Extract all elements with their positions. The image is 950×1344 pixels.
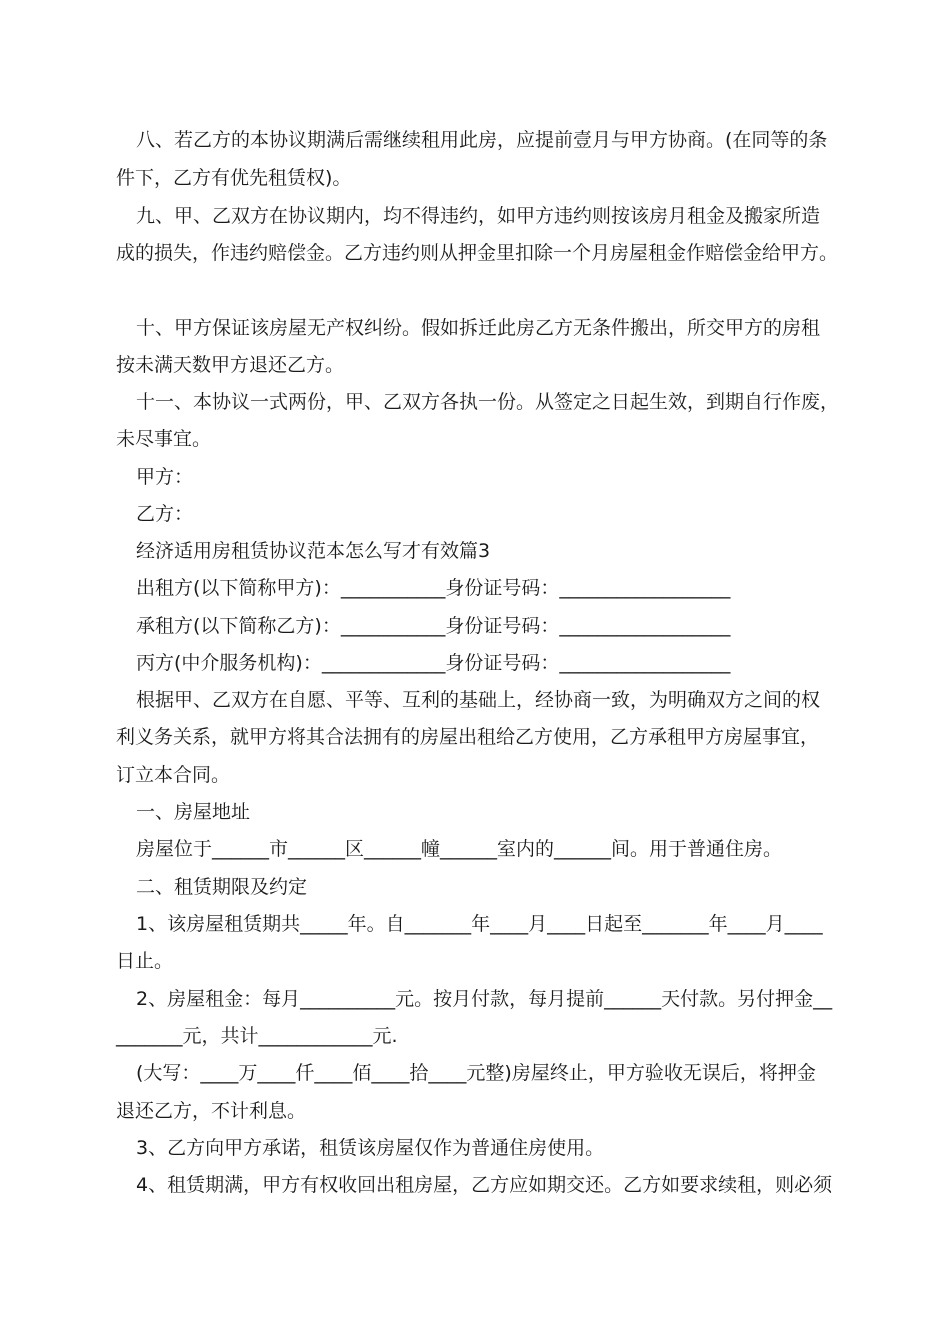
term-1-line-1: 1、该房屋租赁期共_____年。自_______年____月____日起至_______年____月____ <box>136 913 823 935</box>
clause-9-line-2: 成的损失，作违约赔偿金。乙方违约则从押金里扣除一个月房屋租金作赔偿金给甲方。 <box>116 242 839 264</box>
clause-11-line-2: 未尽事宜。 <box>116 428 212 450</box>
address-line: 房屋位于______市______区______幢______室内的______间。用于普通住房。 <box>136 838 783 860</box>
intro-line-3: 订立本合同。 <box>116 764 231 786</box>
intro-line-2: 利义务关系，就甲方将其合法拥有的房屋出租给乙方使用，乙方承租甲方房屋事宜， <box>116 726 820 748</box>
heading-lease-term: 二、租赁期限及约定 <box>136 876 308 898</box>
party-b-line: 承租方(以下简称乙方)：___________身份证号码：__________________ <box>136 615 731 637</box>
intro-line-1: 根据甲、乙双方在自愿、平等、互利的基础上，经协商一致，为明确双方之间的权 <box>136 689 821 711</box>
party-c-line: 丙方(中介服务机构)：_____________身份证号码：__________________ <box>136 652 731 674</box>
signature-party-a: 甲方： <box>136 466 194 488</box>
signature-party-b: 乙方： <box>136 503 194 525</box>
clause-10-line-1: 十、甲方保证该房屋无产权纠纷。假如拆迁此房乙方无条件搬出，所交甲方的房租 <box>136 317 821 339</box>
clause-10-line-2: 按未满天数甲方退还乙方。 <box>116 354 345 376</box>
term-2-line-4: 退还乙方，不计利息。 <box>116 1100 307 1122</box>
heading-house-address: 一、房屋地址 <box>136 801 251 823</box>
clause-8-line-2: 件下，乙方有优先租赁权)。 <box>116 167 352 189</box>
section-title: 经济适用房租赁协议范本怎么写才有效篇3 <box>136 540 491 562</box>
term-2-line-1: 2、房屋租金：每月__________元。按月付款，每月提前______天付款。另付押金__ <box>136 988 833 1010</box>
term-4-line-1: 4、租赁期满，甲方有权收回出租房屋，乙方应如期交还。乙方如要求续租，则必须 <box>136 1174 833 1196</box>
term-3-line: 3、乙方向甲方承诺，租赁该房屋仅作为普通住房使用。 <box>136 1137 605 1159</box>
party-a-line: 出租方(以下简称甲方)：___________身份证号码：__________________ <box>136 577 731 599</box>
clause-9-line-1: 九、甲、乙双方在协议期内，均不得违约，如甲方违约则按该房月租金及搬家所造 <box>136 205 821 227</box>
clause-8-line-1: 八、若乙方的本协议期满后需继续租用此房，应提前壹月与甲方协商。(在同等的条 <box>136 129 828 151</box>
term-2-line-3: (大写：____万____仟____佰____拾____元整)房屋终止，甲方验收无误后，将押金 <box>136 1062 816 1084</box>
term-1-line-2: 日止。 <box>116 950 174 972</box>
clause-11-line-1: 十一、本协议一式两份，甲、乙双方各执一份。从签定之日起生效，到期自行作废， <box>136 391 840 413</box>
term-2-line-2: _______元，共计____________元. <box>116 1025 398 1047</box>
